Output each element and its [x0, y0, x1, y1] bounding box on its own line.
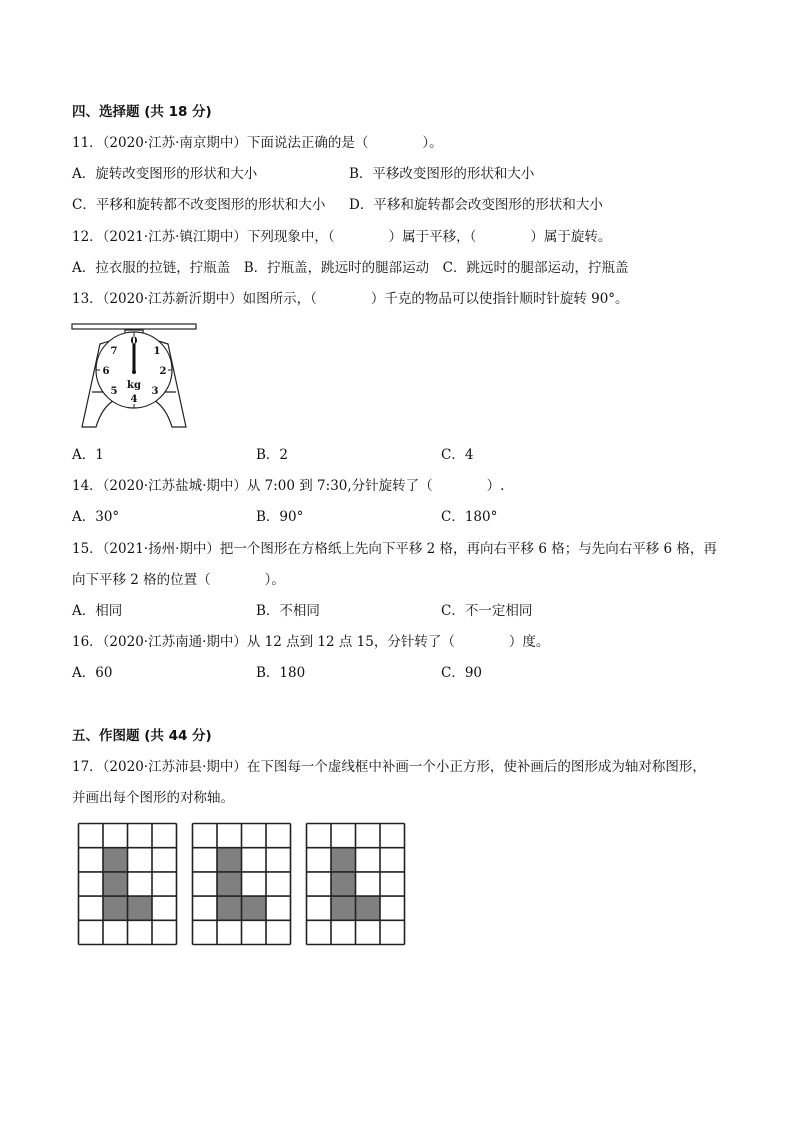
shaded-cell — [128, 896, 153, 920]
shaded-cell — [331, 848, 356, 872]
question-14-option-a: A．30° — [72, 509, 120, 525]
grid-figure-2 — [192, 823, 293, 946]
question-15-stem-cont: 向下平移 2 格的位置（ ）。 — [72, 572, 285, 588]
shaded-cell — [103, 896, 128, 920]
question-11-option-d: D．平移和旋转都会改变图形的形状和大小 — [349, 197, 603, 213]
dial-number-5: 5 — [110, 386, 118, 397]
question-16-option-a: A．60 — [72, 665, 113, 681]
scale-tray — [72, 324, 196, 329]
shaded-cell — [331, 896, 356, 920]
dial-unit-label: kg — [127, 380, 141, 391]
section-heading-choice: 四、选择题 (共 18 分) — [72, 104, 212, 120]
section-heading-drawing: 五、作图题 (共 44 分) — [72, 728, 212, 744]
grid-figure-3 — [306, 823, 407, 946]
dial-number-7: 7 — [110, 346, 118, 357]
question-11-stem: 11．（2020·江苏·南京期中）下面说法正确的是（ ）。 — [72, 135, 443, 151]
question-17-stem: 17．（2020·江苏沛县·期中）在下图每一个虚线框中补画一个小正方形，使补画后的图形成为轴对称图形， — [72, 759, 706, 775]
grid-figure-1 — [78, 823, 179, 946]
dial-number-6: 6 — [102, 366, 110, 377]
question-13-option-c: C．4 — [441, 447, 474, 463]
question-15-option-a: A．相同 — [72, 603, 123, 619]
scale-figure — [70, 322, 200, 430]
question-16-option-b: B．180 — [256, 665, 306, 681]
question-14-option-c: C．180° — [441, 509, 498, 525]
dial-number-0: 0 — [130, 336, 138, 347]
dial-number-4: 4 — [130, 394, 138, 405]
shaded-cell — [217, 848, 242, 872]
question-12-options: A．拉衣服的拉链，拧瓶盖 B．拧瓶盖，跳远时的腿部运动 C．跳远时的腿部运动，拧瓶盖 — [72, 260, 629, 276]
scale-pointer — [133, 344, 136, 372]
question-11-option-c: C．平移和旋转都不改变图形的形状和大小 — [72, 197, 326, 213]
question-13-option-b: B．2 — [256, 447, 289, 463]
question-14-stem: 14．（2020·江苏盐城·期中）从 7:00 到 7:30,分针旋转了（ ）. — [72, 478, 505, 494]
question-17-stem-cont: 并画出每个图形的对称轴。 — [72, 790, 234, 806]
question-13-stem: 13．（2020·江苏新沂期中）如图所示，（ ）千克的物品可以使指针顺时针旋转 90°。 — [72, 291, 629, 307]
shaded-cell — [217, 872, 242, 896]
shaded-cell — [103, 848, 128, 872]
shaded-cell — [356, 896, 381, 920]
shaded-cell — [242, 896, 267, 920]
question-16-option-c: C．90 — [441, 665, 483, 681]
question-13-option-a: A．1 — [72, 447, 104, 463]
question-14-option-b: B．90° — [256, 509, 304, 525]
dial-number-2: 2 — [159, 366, 167, 377]
dial-number-1: 1 — [153, 346, 161, 357]
shaded-cell — [103, 872, 128, 896]
dial-number-3: 3 — [151, 386, 159, 397]
question-15-option-c: C．不一定相同 — [441, 603, 533, 619]
shaded-cell — [217, 896, 242, 920]
question-15-stem: 15．（2021·扬州·期中）把一个图形在方格纸上先向下平移 2 格，再向右平移 6 格；与先向右平移 6 格，再 — [72, 541, 717, 557]
question-11-option-b: B．平移改变图形的形状和大小 — [349, 166, 535, 182]
shaded-cell — [331, 872, 356, 896]
question-16-stem: 16．（2020·江苏南通·期中）从 12 点到 12 点 15，分针转了（ ）度。 — [72, 634, 550, 650]
question-11-option-a: A．旋转改变图形的形状和大小 — [72, 166, 258, 182]
question-15-option-b: B．不相同 — [256, 603, 320, 619]
question-12-stem: 12．（2021·江苏·镇江期中）下列现象中，（ ）属于平移，（ ）属于旋转。 — [72, 229, 612, 245]
